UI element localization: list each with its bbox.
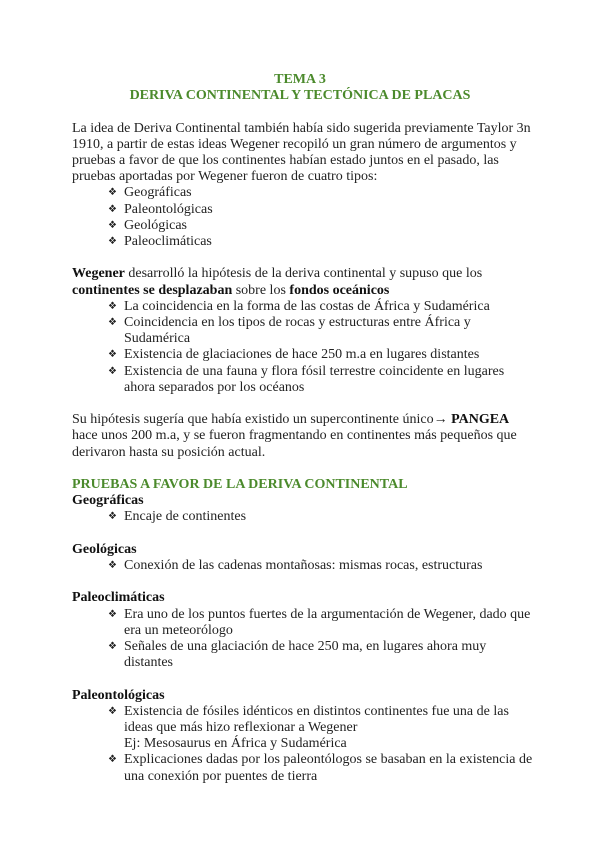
list-item (108, 315, 534, 347)
list-item-text: Explicaciones dadas por los paleontólogos se basaban en la existencia de una conexión por puentes de tierra (124, 752, 533, 784)
list-item-text: Existencia de una fauna y flora fósil terrestre coincidente en lugares ahora separados por los océanos (124, 363, 505, 395)
diamond-bullet-icon: ❖ (108, 349, 117, 361)
text: sobre los (232, 282, 290, 298)
section-title: Paleontológicas (72, 687, 165, 703)
bold-text: PANGEA (451, 412, 510, 428)
evidence-heading: PRUEBAS A FAVOR DE LA DERIVA CONTINENTAL (72, 477, 408, 493)
diamond-bullet-icon: ❖ (108, 608, 117, 620)
diamond-bullet-icon: ❖ (108, 511, 117, 523)
pangea-paragraph (72, 412, 534, 461)
diamond-bullet-icon: ❖ (108, 236, 117, 248)
document-page (72, 72, 534, 785)
section-list (72, 607, 534, 672)
bold-text: fondos oceánicos (289, 282, 390, 298)
list-item-text: Encaje de continentes (124, 509, 247, 525)
list-item (108, 752, 534, 784)
list-item (108, 299, 534, 315)
diamond-bullet-icon: ❖ (108, 317, 117, 329)
list-item (108, 509, 534, 525)
section-list (72, 558, 534, 574)
section-list (72, 509, 534, 525)
list-item-text: Señales de una glaciación de hace 250 ma, en lugares ahora muy distantes (124, 639, 487, 671)
wegener-list (72, 299, 534, 396)
section-title: Geológicas (72, 541, 137, 557)
list-item (108, 364, 534, 396)
text: hace unos 200 m.a, y se fueron fragmentando en continentes más pequeños que derivaron hasta su posición actual. (72, 428, 517, 460)
section-list (72, 704, 534, 785)
text: Su hipótesis sugería que había existido un supercontinente único (72, 412, 434, 428)
example-text: Ej: Mesosaurus en África y Sudamérica (124, 736, 347, 752)
list-item-text: Existencia de fósiles idénticos en distintos continentes fue una de las ideas que más hizo reflexionar a Wegener (124, 703, 509, 736)
list-item (108, 218, 534, 234)
diamond-bullet-icon: ❖ (108, 705, 117, 717)
diamond-bullet-icon: ❖ (108, 187, 117, 199)
list-item-text: Geológicas (124, 217, 187, 233)
arrow-icon: → (433, 412, 452, 428)
list-item (108, 347, 534, 363)
diamond-bullet-icon: ❖ (108, 754, 117, 766)
list-item-text: Coincidencia en los tipos de rocas y estructuras entre África y Sudamérica (124, 315, 471, 347)
intro-list (72, 185, 534, 250)
list-item-text: Existencia de glaciaciones de hace 250 m.a en lugares distantes (124, 347, 480, 363)
diamond-bullet-icon: ❖ (108, 300, 117, 312)
title-main: DERIVA CONTINENTAL Y TECTÓNICA DE PLACAS (129, 88, 471, 104)
diamond-bullet-icon: ❖ (108, 219, 117, 231)
section-title: Geográficas (72, 493, 144, 509)
text: desarrolló la hipótesis de la deriva continental y supuso que los (124, 266, 483, 282)
diamond-bullet-icon: ❖ (108, 203, 117, 215)
bold-text: continentes se desplazaban (72, 282, 233, 298)
diamond-bullet-icon: ❖ (108, 365, 117, 377)
list-item (108, 607, 534, 639)
bold-text: Wegener (72, 266, 125, 282)
list-item-text: Conexión de las cadenas montañosas: mismas rocas, estructuras (124, 558, 483, 574)
list-item-text: Era uno de los puntos fuertes de la argumentación de Wegener, dado que era un meteorólogo (124, 606, 531, 638)
diamond-bullet-icon: ❖ (108, 560, 117, 572)
list-item (108, 202, 534, 218)
list-item (108, 558, 534, 574)
list-item-text: Geográficas (124, 185, 192, 201)
diamond-bullet-icon: ❖ (108, 641, 117, 653)
list-item (108, 704, 534, 753)
list-item (108, 185, 534, 201)
list-item-text: Paleoclimáticas (124, 234, 212, 250)
list-item-text: La coincidencia en la forma de las costas de África y Sudamérica (124, 298, 490, 314)
list-item (108, 639, 534, 671)
wegener-paragraph (72, 266, 534, 298)
intro-paragraph: La idea de Deriva Continental también había sido sugerida previamente Taylor 3n 1910, a partir de estas ideas Wegener recopiló un gran número de argumentos y pruebas a favor de que los continentes habían estado juntos en el pasado, las pruebas aportadas por Wegener fueron de cuatro tipos: (72, 120, 531, 185)
list-item (108, 234, 534, 250)
section-title: Paleoclimáticas (72, 590, 165, 606)
title-tema: TEMA 3 (274, 72, 326, 87)
list-item-text: Paleontológicas (124, 201, 213, 217)
